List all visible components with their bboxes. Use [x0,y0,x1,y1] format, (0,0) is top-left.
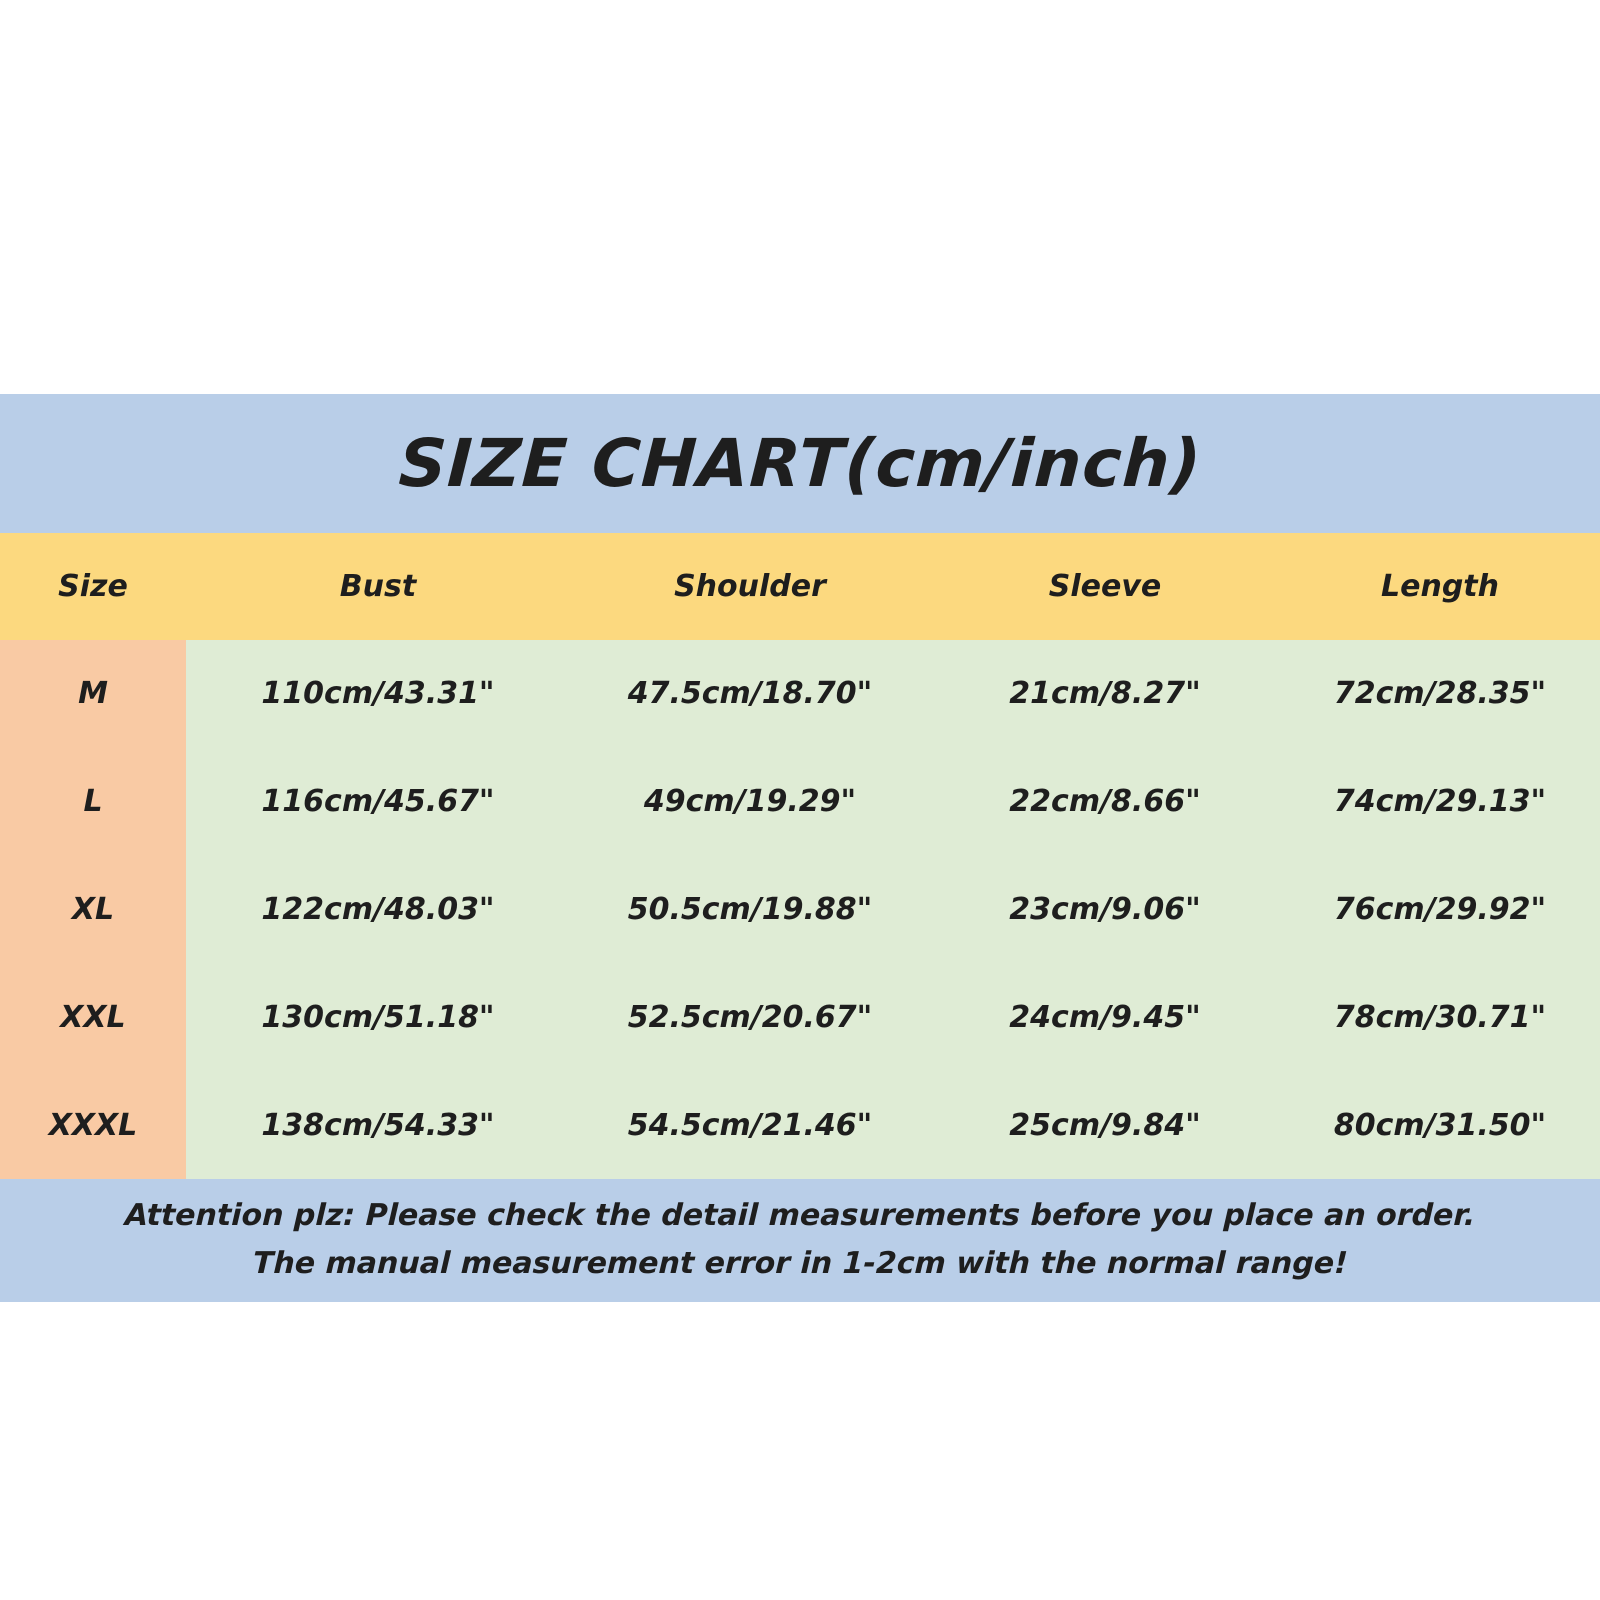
table-cell-bust-l: 116cm/45.67" [261,784,495,820]
size-label-cell-xxl: XXL [0,963,186,1071]
table-cell-shoulder-m: 47.5cm/18.70" [627,676,873,712]
table-cell-bust-m: 110cm/43.31" [261,676,495,712]
size-label-cell-m: M [0,640,186,748]
footer-line-2: The manual measurement error in 1-2cm with the normal range! [251,1245,1349,1281]
table-cell-length-m: 72cm/28.35" [1333,676,1547,712]
table-cell-shoulder-xl: 50.5cm/19.88" [627,891,873,927]
table-cell-sleeve-xxl: 24cm/9.45" [1009,999,1201,1035]
size-label-cell-xl: XL [0,856,186,964]
table-cell-sleeve-m: 21cm/8.27" [1009,676,1201,712]
table-cell-shoulder-l: 49cm/19.29" [643,784,857,820]
table-cell-sleeve-xl: 23cm/9.06" [1009,891,1201,927]
table-cell-shoulder-xxxl: 54.5cm/21.46" [627,1107,873,1143]
table-cell-bust-xxl: 130cm/51.18" [261,999,495,1035]
column-header-sleeve: Sleeve [1048,569,1162,604]
column-header-size: Size [58,569,128,604]
size-label-cell-xxxl: XXXL [0,1071,186,1179]
size-label-cell-l: L [0,748,186,856]
table-cell-bust-xl: 122cm/48.03" [261,891,495,927]
table-cell-sleeve-xxxl: 25cm/9.84" [1009,1107,1201,1143]
footer-line-1: Attention plz: Please check the detail measurements before you place an order. [124,1197,1476,1233]
table-cell-sleeve-l: 22cm/8.66" [1009,784,1201,820]
table-cell-length-xxxl: 80cm/31.50" [1333,1107,1547,1143]
footer-note [0,1179,1600,1302]
column-header-length: Length [1381,569,1499,604]
size-chart [0,394,1600,1302]
table-cell-length-xxl: 78cm/30.71" [1333,999,1547,1035]
table-body [0,640,1600,1179]
table-cell-shoulder-xxl: 52.5cm/20.67" [627,999,873,1035]
table-header-row [0,533,1600,640]
column-header-shoulder: Shoulder [674,569,826,604]
table-cell-length-l: 74cm/29.13" [1333,784,1547,820]
table-cell-bust-xxxl: 138cm/54.33" [261,1107,495,1143]
column-header-bust: Bust [339,569,417,604]
chart-title: SIZE CHART(cm/inch) [396,425,1204,502]
title-band [0,394,1600,533]
table-cell-length-xl: 76cm/29.92" [1333,891,1547,927]
